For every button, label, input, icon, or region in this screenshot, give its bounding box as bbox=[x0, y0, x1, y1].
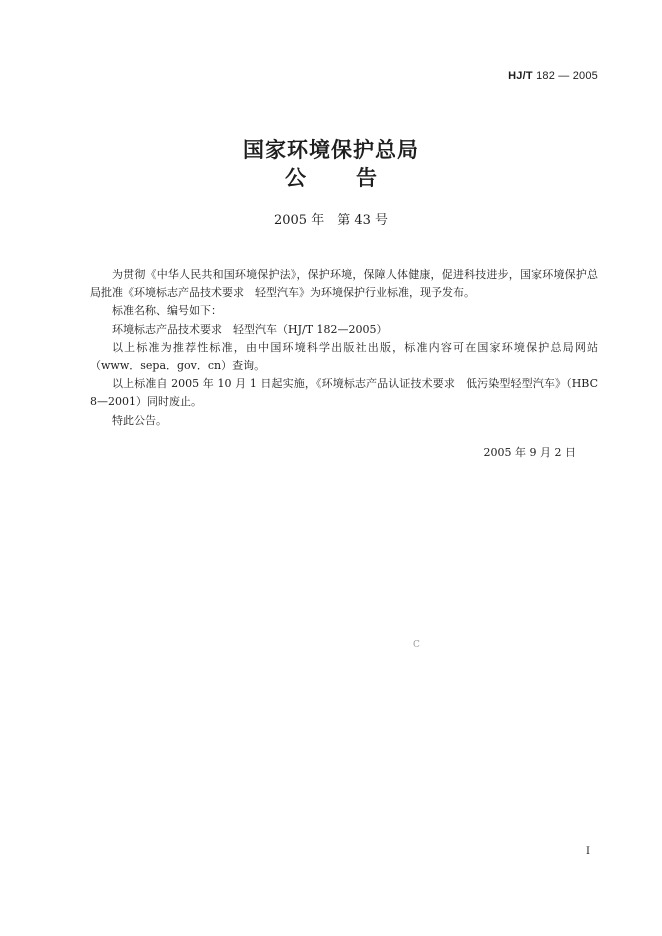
stray-mark: C bbox=[413, 640, 420, 650]
body-paragraph: 标准名称、编号如下： bbox=[112, 304, 222, 318]
body-paragraph: 以上标准自 2005 年 10 月 1 日起实施，《环境标志产品认证技术要求 低污染型轻型汽车》（HBC 8—2001）同时废止。 bbox=[90, 377, 598, 409]
page-number: I bbox=[586, 846, 590, 857]
announcement-title: 公告 bbox=[285, 165, 427, 190]
issue-number: 2005 年 第 43 号 bbox=[273, 213, 389, 228]
document-code bbox=[508, 70, 598, 82]
body-paragraph: 特此公告。 bbox=[112, 413, 167, 427]
agency-title: 国家环境保护总局 bbox=[243, 137, 419, 162]
document-code-prefix: HJ/T bbox=[508, 70, 533, 82]
body-paragraph: 环境标志产品技术要求 轻型汽车（HJ/T 182—2005） bbox=[112, 322, 388, 336]
body-paragraph: 以上标准为推荐性标准，由中国环境科学出版社出版，标准内容可在国家环境保护总局网站（www．sepa．gov．cn）查询。 bbox=[90, 340, 598, 373]
signature-date: 2005 年 9 月 2 日 bbox=[483, 446, 576, 459]
body-paragraph: 为贯彻《中华人民共和国环境保护法》，保护环境，保障人体健康，促进科技进步，国家环境保护总局批准《环境标志产品技术要求 轻型汽车》为环境保护行业标准，现予发布。 bbox=[90, 268, 598, 300]
document-code-number: 182 — 2005 bbox=[536, 70, 598, 82]
announcement-body bbox=[90, 266, 598, 430]
